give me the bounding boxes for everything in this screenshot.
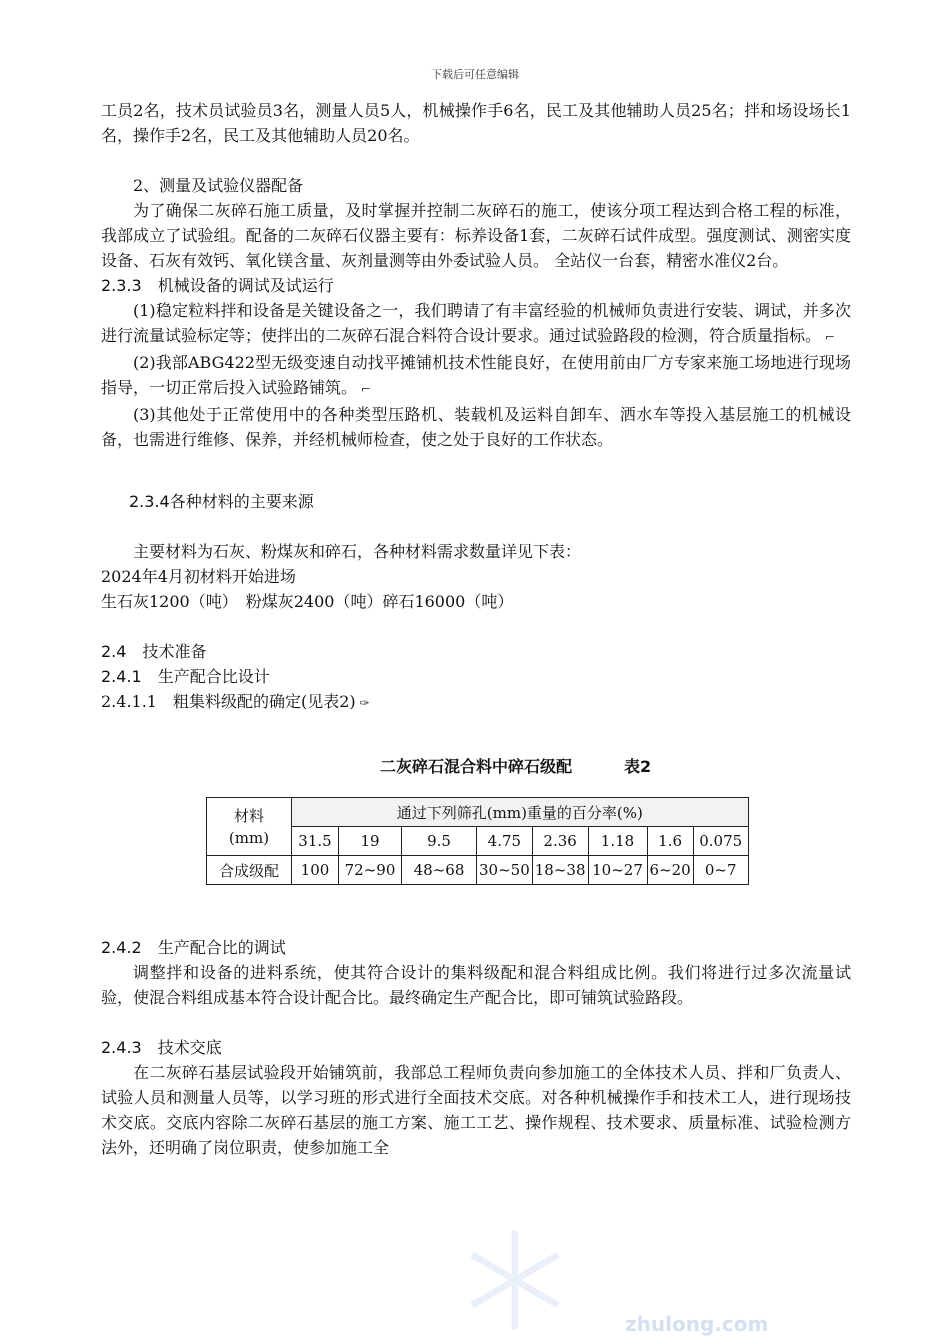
section-2-4-2-body: 调整拌和设备的进料系统，使其符合设计的集料级配和混合料组成比例。我们将进行过多次流量试验，使混合料组成基本符合设计配合比。最终确定生产配合比，即可铺筑试验路段。 (101, 963, 851, 1007)
section-2-3-4-body: 主要材料为石灰、粉煤灰和碎石，各种材料需求数量详见下表： (133, 542, 582, 561)
material-header-cell: 材料 (mm) (207, 798, 292, 856)
section-2-body: 为了确保二灰碎石施工质量，及时掌握并控制二灰碎石的施工，使该分项工程达到合格工程的标准，我部成立了试验组。配备的二灰碎石仪器主要有：标养设备1套，二灰碎石试件成型。强度测试、测密实度设备、石灰有效钙、氧化镁含量、灰剂量测等由外委试验人员。 全站仪一台套，精密水准仪2台。 (101, 201, 851, 270)
paragraph-staffing: 工员2名，技术员试验员3名，测量人员5人，机械操作手6名，民工及其他辅助人员25名；拌和场设场长1名，操作手2名，民工及其他辅助人员20名。 (101, 101, 851, 145)
page-header: 下载后可任意编辑 (431, 68, 519, 81)
sieve-cell: 31.5 (292, 827, 339, 856)
sieve-cell: 4.75 (477, 827, 533, 856)
sieve-cell: 1.18 (588, 827, 647, 856)
value-cell: 100 (292, 856, 339, 885)
document-body (101, 98, 851, 1160)
section-2-4-3-body: 在二灰碎石基层试验段开始铺筑前，我部总工程师负责向参加施工的全体技术人员、拌和厂负责人、试验人员和测量人员等，以学习班的形式进行全面技术交底。对各种机械操作手和技术工人，进行现场技术交底。交底内容除二灰碎石基层的施工方案、施工工艺、操作规程、技术要求、质量标准、试验检测方法外，还明确了岗位职责，使参加施工全 (101, 1063, 851, 1157)
sieve-cell: 1.6 (647, 827, 693, 856)
table-number: 表2 (624, 757, 652, 776)
note-mark-icon: ✑ (355, 696, 370, 710)
sieve-cell: 0.075 (693, 827, 748, 856)
row-label-cell: 合成级配 (207, 856, 292, 885)
section-2-4-2-title: 2.4.2 生产配合比的调试 (101, 938, 286, 957)
sieve-header-span: 通过下列筛孔(mm)重量的百分率(%) (292, 798, 749, 827)
section-2-title: 2、测量及试验仪器配备 (133, 176, 304, 195)
section-2-4-1-1-title: 2.4.1.1 粗集料级配的确定(见表2) ✑ (101, 692, 370, 711)
material-quantities: 生石灰1200（吨） 粉煤灰2400（吨）碎石16000（吨） (101, 592, 514, 611)
value-cell: 48~68 (402, 856, 477, 885)
value-cell: 18~38 (532, 856, 588, 885)
section-2-3-3-item-2: (2)我部ABG422型无级变速自动找平摊铺机技术性能良好，在使用前由厂方专家来施工场地进行现场指导，一切正常后投入试验路铺筑。 ⌐ (101, 353, 851, 397)
sieve-cell: 9.5 (402, 827, 477, 856)
snowflake-watermark-icon (460, 1225, 570, 1335)
gradation-table (206, 797, 749, 885)
sieve-cell: 2.36 (532, 827, 588, 856)
value-cell: 30~50 (477, 856, 533, 885)
table-title: 二灰碎石混合料中碎石级配 表2 (101, 754, 851, 777)
material-arrival-date: 2024年4月初材料开始进场 (101, 567, 296, 586)
section-2-4-1-title: 2.4.1 生产配合比设计 (101, 667, 270, 686)
section-2-3-3-item-1: (1)稳定粒料拌和设备是关键设备之一，我们聘请了有丰富经验的机械师负责进行安装、调试，并多次进行流量试验标定等；使拌出的二灰碎石混合料符合设计要求。通过试验路段的检测，符合质量指标。 ⌐ (101, 301, 851, 345)
section-2-4-3-title: 2.4.3 技术交底 (101, 1038, 222, 1057)
value-cell: 0~7 (693, 856, 748, 885)
section-2-3-4-title: 2.3.4各种材料的主要来源 (129, 492, 314, 511)
return-mark-icon: ⌐ (357, 382, 371, 396)
value-cell: 10~27 (588, 856, 647, 885)
section-2-3-3-item-3: (3)其他处于正常使用中的各种类型压路机、装载机及运料自卸车、洒水车等投入基层施工的机械设备，也需进行维修、保养，并经机械师检查，使之处于良好的工作状态。 (101, 405, 851, 449)
section-2-3-3-title: 2.3.3 机械设备的调试及试运行 (101, 276, 334, 295)
return-mark-icon: ⌐ (821, 330, 835, 344)
sieve-cell: 19 (339, 827, 402, 856)
value-cell: 72~90 (339, 856, 402, 885)
table-row (207, 856, 749, 885)
section-2-4-title: 2.4 技术准备 (101, 642, 207, 661)
watermark-text: zhulong.com (625, 1312, 769, 1336)
value-cell: 6~20 (647, 856, 693, 885)
